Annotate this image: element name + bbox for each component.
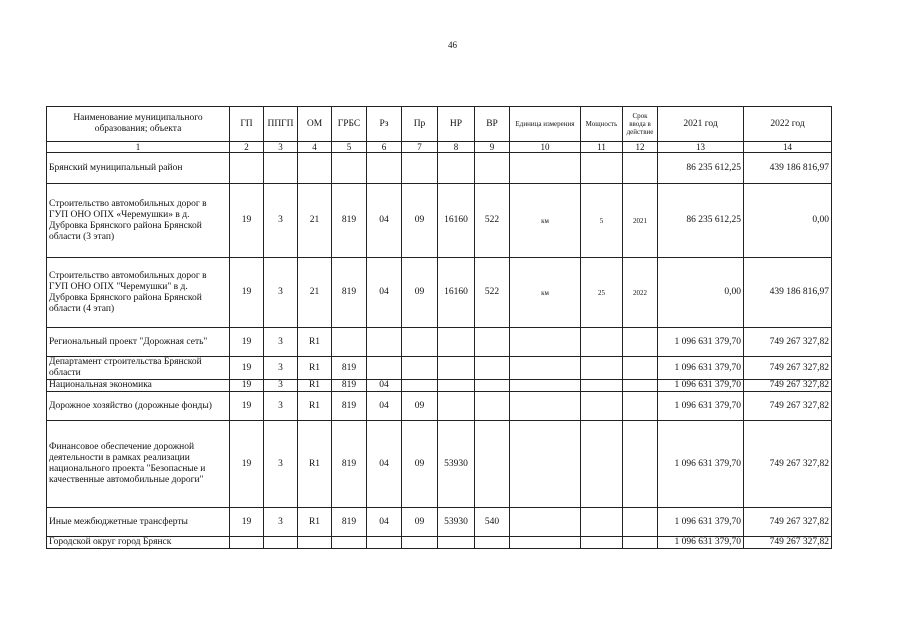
cell-rz bbox=[367, 153, 402, 184]
cell-om: R1 bbox=[298, 421, 332, 508]
index-cell: 6 bbox=[367, 142, 402, 153]
table-row bbox=[47, 153, 832, 184]
cell-grbs: 819 bbox=[332, 508, 367, 537]
cell-gp: 19 bbox=[230, 357, 264, 380]
cell-unit: км bbox=[510, 184, 581, 258]
cell-rz bbox=[367, 357, 402, 380]
cell-grbs bbox=[332, 328, 367, 357]
cell-grbs: 819 bbox=[332, 421, 367, 508]
cell-y2021: 86 235 612,25 bbox=[658, 153, 744, 184]
header-cell-ppgp: ППГП bbox=[264, 107, 298, 142]
cell-rz bbox=[367, 537, 402, 549]
cell-name: Строительство автомобильных дорог в ГУП ОНО ОПХ «Черемушки» в д. Дубровка Брянского района Брянской области (3 этап) bbox=[47, 184, 230, 258]
cell-y2022: 0,00 bbox=[744, 184, 832, 258]
header-cell-pr: Пр bbox=[402, 107, 438, 142]
cell-y2021: 1 096 631 379,70 bbox=[658, 328, 744, 357]
cell-nr bbox=[438, 392, 475, 421]
cell-vr bbox=[475, 357, 510, 380]
index-cell: 11 bbox=[581, 142, 623, 153]
cell-nr bbox=[438, 328, 475, 357]
cell-rz: 04 bbox=[367, 184, 402, 258]
table-row bbox=[47, 380, 832, 392]
index-cell: 10 bbox=[510, 142, 581, 153]
cell-nr: 16160 bbox=[438, 184, 475, 258]
cell-name: Иные межбюджетные трансферты bbox=[47, 508, 230, 537]
cell-name: Департамент строительства Брянской области bbox=[47, 357, 230, 380]
cell-term bbox=[623, 508, 658, 537]
cell-om bbox=[298, 537, 332, 549]
header-cell-name: Наименование муниципального образования; объекта bbox=[47, 107, 230, 142]
cell-unit bbox=[510, 508, 581, 537]
cell-power bbox=[581, 380, 623, 392]
cell-gp: 19 bbox=[230, 380, 264, 392]
cell-unit bbox=[510, 328, 581, 357]
cell-pr bbox=[402, 328, 438, 357]
cell-vr bbox=[475, 328, 510, 357]
cell-gp: 19 bbox=[230, 392, 264, 421]
header-row bbox=[47, 107, 832, 142]
header-cell-term: Срок ввода в действие bbox=[623, 107, 658, 142]
index-cell: 4 bbox=[298, 142, 332, 153]
cell-rz: 04 bbox=[367, 258, 402, 328]
header-cell-2022: 2022 год bbox=[744, 107, 832, 142]
cell-ppgp bbox=[264, 537, 298, 549]
cell-power bbox=[581, 508, 623, 537]
index-cell: 1 bbox=[47, 142, 230, 153]
cell-grbs bbox=[332, 153, 367, 184]
cell-om bbox=[298, 153, 332, 184]
cell-name: Строительство автомобильных дорог в ГУП ОНО ОПХ "Черемушки" в д. Дубровка Брянского района Брянской области (4 этап) bbox=[47, 258, 230, 328]
cell-gp bbox=[230, 153, 264, 184]
cell-om: R1 bbox=[298, 508, 332, 537]
cell-om: 21 bbox=[298, 258, 332, 328]
cell-y2021: 1 096 631 379,70 bbox=[658, 380, 744, 392]
cell-power bbox=[581, 421, 623, 508]
index-cell: 13 bbox=[658, 142, 744, 153]
cell-y2022: 749 267 327,82 bbox=[744, 328, 832, 357]
cell-om: R1 bbox=[298, 380, 332, 392]
cell-pr: 09 bbox=[402, 258, 438, 328]
cell-y2022: 439 186 816,97 bbox=[744, 153, 832, 184]
cell-pr bbox=[402, 380, 438, 392]
cell-ppgp: 3 bbox=[264, 380, 298, 392]
cell-rz: 04 bbox=[367, 392, 402, 421]
cell-pr: 09 bbox=[402, 392, 438, 421]
cell-unit: км bbox=[510, 258, 581, 328]
cell-gp: 19 bbox=[230, 421, 264, 508]
index-cell: 7 bbox=[402, 142, 438, 153]
cell-y2022: 439 186 816,97 bbox=[744, 258, 832, 328]
cell-gp: 19 bbox=[230, 184, 264, 258]
cell-name: Финансовое обеспечение дорожной деятельности в рамках реализации национального проекта "Безопасные и качественные автомобильные дороги" bbox=[47, 421, 230, 508]
cell-power bbox=[581, 537, 623, 549]
cell-nr: 16160 bbox=[438, 258, 475, 328]
table-row bbox=[47, 392, 832, 421]
cell-vr: 522 bbox=[475, 184, 510, 258]
index-cell: 8 bbox=[438, 142, 475, 153]
cell-grbs: 819 bbox=[332, 357, 367, 380]
cell-term bbox=[623, 392, 658, 421]
cell-y2021: 1 096 631 379,70 bbox=[658, 537, 744, 549]
cell-unit bbox=[510, 380, 581, 392]
cell-om: 21 bbox=[298, 184, 332, 258]
table-row bbox=[47, 508, 832, 537]
cell-y2021: 0,00 bbox=[658, 258, 744, 328]
cell-grbs: 819 bbox=[332, 258, 367, 328]
cell-term bbox=[623, 328, 658, 357]
cell-pr bbox=[402, 537, 438, 549]
cell-pr bbox=[402, 357, 438, 380]
cell-term bbox=[623, 357, 658, 380]
cell-unit bbox=[510, 537, 581, 549]
cell-ppgp: 3 bbox=[264, 328, 298, 357]
index-cell: 3 bbox=[264, 142, 298, 153]
index-cell: 2 bbox=[230, 142, 264, 153]
cell-ppgp: 3 bbox=[264, 421, 298, 508]
cell-ppgp: 3 bbox=[264, 392, 298, 421]
header-cell-vr: ВР bbox=[475, 107, 510, 142]
header-cell-grbs: ГРБС bbox=[332, 107, 367, 142]
cell-y2022: 749 267 327,82 bbox=[744, 392, 832, 421]
cell-power bbox=[581, 357, 623, 380]
cell-pr: 09 bbox=[402, 421, 438, 508]
cell-y2022: 749 267 327,82 bbox=[744, 508, 832, 537]
index-cell: 14 bbox=[744, 142, 832, 153]
cell-ppgp: 3 bbox=[264, 258, 298, 328]
cell-pr: 09 bbox=[402, 508, 438, 537]
cell-pr: 09 bbox=[402, 184, 438, 258]
cell-y2022: 749 267 327,82 bbox=[744, 421, 832, 508]
cell-om: R1 bbox=[298, 328, 332, 357]
cell-om: R1 bbox=[298, 392, 332, 421]
cell-grbs: 819 bbox=[332, 392, 367, 421]
index-cell: 5 bbox=[332, 142, 367, 153]
cell-nr: 53930 bbox=[438, 421, 475, 508]
cell-power: 5 bbox=[581, 184, 623, 258]
table-row bbox=[47, 537, 832, 549]
header-cell-gp: ГП bbox=[230, 107, 264, 142]
header-cell-rz: Рз bbox=[367, 107, 402, 142]
cell-power bbox=[581, 328, 623, 357]
cell-power bbox=[581, 153, 623, 184]
cell-nr bbox=[438, 357, 475, 380]
table-row bbox=[47, 328, 832, 357]
cell-name: Национальная экономика bbox=[47, 380, 230, 392]
cell-grbs: 819 bbox=[332, 380, 367, 392]
cell-pr bbox=[402, 153, 438, 184]
cell-y2021: 1 096 631 379,70 bbox=[658, 508, 744, 537]
cell-unit bbox=[510, 153, 581, 184]
cell-gp bbox=[230, 537, 264, 549]
cell-vr bbox=[475, 392, 510, 421]
cell-name: Брянский муниципальный район bbox=[47, 153, 230, 184]
header-cell-2021: 2021 год bbox=[658, 107, 744, 142]
cell-nr bbox=[438, 153, 475, 184]
cell-y2022: 749 267 327,82 bbox=[744, 537, 832, 549]
cell-rz bbox=[367, 328, 402, 357]
cell-term bbox=[623, 153, 658, 184]
cell-term bbox=[623, 537, 658, 549]
table-row bbox=[47, 258, 832, 328]
table-row bbox=[47, 184, 832, 258]
cell-ppgp: 3 bbox=[264, 184, 298, 258]
header-cell-unit: Единица измерения bbox=[510, 107, 581, 142]
page-number: 46 bbox=[448, 40, 457, 50]
cell-rz: 04 bbox=[367, 508, 402, 537]
cell-unit bbox=[510, 357, 581, 380]
cell-vr bbox=[475, 537, 510, 549]
cell-om: R1 bbox=[298, 357, 332, 380]
cell-y2021: 1 096 631 379,70 bbox=[658, 421, 744, 508]
cell-nr: 53930 bbox=[438, 508, 475, 537]
cell-y2022: 749 267 327,82 bbox=[744, 380, 832, 392]
cell-vr: 522 bbox=[475, 258, 510, 328]
cell-term: 2022 bbox=[623, 258, 658, 328]
index-cell: 12 bbox=[623, 142, 658, 153]
cell-name: Региональный проект "Дорожная сеть" bbox=[47, 328, 230, 357]
cell-vr bbox=[475, 380, 510, 392]
cell-y2021: 86 235 612,25 bbox=[658, 184, 744, 258]
column-index-row bbox=[47, 142, 832, 153]
cell-nr bbox=[438, 380, 475, 392]
cell-power bbox=[581, 392, 623, 421]
cell-ppgp: 3 bbox=[264, 357, 298, 380]
cell-y2022: 749 267 327,82 bbox=[744, 357, 832, 380]
cell-vr bbox=[475, 153, 510, 184]
cell-power: 25 bbox=[581, 258, 623, 328]
cell-term: 2021 bbox=[623, 184, 658, 258]
header-cell-power: Мощность bbox=[581, 107, 623, 142]
table-row bbox=[47, 421, 832, 508]
cell-grbs: 819 bbox=[332, 184, 367, 258]
cell-ppgp: 3 bbox=[264, 508, 298, 537]
cell-nr bbox=[438, 537, 475, 549]
cell-unit bbox=[510, 392, 581, 421]
cell-y2021: 1 096 631 379,70 bbox=[658, 357, 744, 380]
cell-y2021: 1 096 631 379,70 bbox=[658, 392, 744, 421]
cell-gp: 19 bbox=[230, 258, 264, 328]
header-cell-nr: НР bbox=[438, 107, 475, 142]
table-row bbox=[47, 357, 832, 380]
cell-vr: 540 bbox=[475, 508, 510, 537]
cell-term bbox=[623, 380, 658, 392]
cell-rz: 04 bbox=[367, 421, 402, 508]
cell-term bbox=[623, 421, 658, 508]
cell-vr bbox=[475, 421, 510, 508]
cell-unit bbox=[510, 421, 581, 508]
cell-rz: 04 bbox=[367, 380, 402, 392]
cell-gp: 19 bbox=[230, 328, 264, 357]
cell-gp: 19 bbox=[230, 508, 264, 537]
budget-table bbox=[46, 106, 832, 549]
header-cell-om: ОМ bbox=[298, 107, 332, 142]
index-cell: 9 bbox=[475, 142, 510, 153]
cell-ppgp bbox=[264, 153, 298, 184]
cell-name: Городской округ город Брянск bbox=[47, 537, 230, 549]
cell-grbs bbox=[332, 537, 367, 549]
cell-name: Дорожное хозяйство (дорожные фонды) bbox=[47, 392, 230, 421]
